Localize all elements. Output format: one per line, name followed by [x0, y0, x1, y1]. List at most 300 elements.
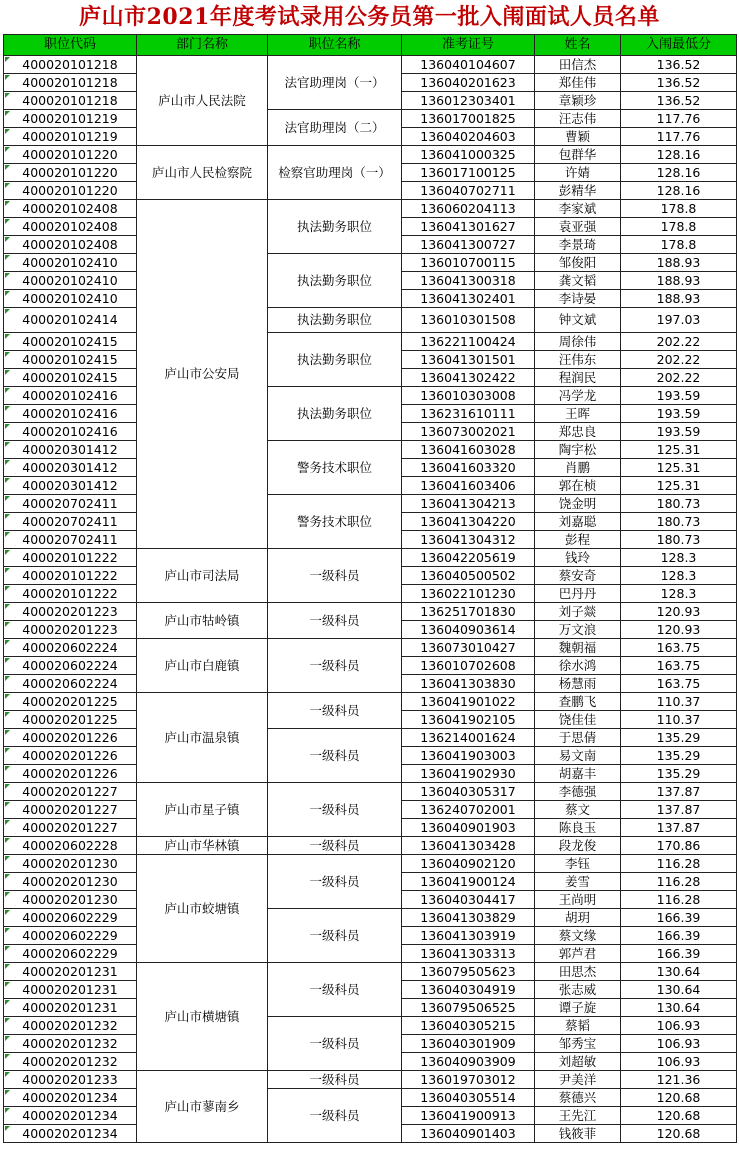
exam-number-cell: 136041301501 [402, 351, 535, 369]
candidate-name-cell: 饶金明 [535, 495, 621, 513]
min-score-cell: 120.93 [621, 621, 737, 639]
exam-number-cell: 136221100424 [402, 333, 535, 351]
min-score-cell: 120.68 [621, 1089, 737, 1107]
exam-number-cell: 136042205619 [402, 549, 535, 567]
candidate-name-cell: 郑忠良 [535, 423, 621, 441]
min-score-cell: 117.76 [621, 128, 737, 146]
position-code-cell: 400020101219 [4, 128, 137, 146]
position-code-cell: 400020201234 [4, 1125, 137, 1143]
position-code-cell: 400020102408 [4, 218, 137, 236]
candidate-name-cell: 田信杰 [535, 56, 621, 74]
position-name-cell: 执法勤务职位 [268, 333, 402, 387]
exam-number-cell: 136041603028 [402, 441, 535, 459]
candidate-name-cell: 尹美洋 [535, 1071, 621, 1089]
department-cell: 庐山市星子镇 [137, 783, 268, 837]
candidate-name-cell: 陶宇松 [535, 441, 621, 459]
exam-number-cell: 136022101230 [402, 585, 535, 603]
candidate-name-cell: 李诗晏 [535, 290, 621, 308]
candidate-name-cell: 刘超敏 [535, 1053, 621, 1071]
table-row [4, 837, 737, 855]
exam-number-cell: 136040305317 [402, 783, 535, 801]
position-name-cell: 一级科员 [268, 549, 402, 603]
min-score-cell: 116.28 [621, 855, 737, 873]
position-code-cell: 400020702411 [4, 513, 137, 531]
position-code-cell: 400020102415 [4, 369, 137, 387]
candidate-name-cell: 包群华 [535, 146, 621, 164]
min-score-cell: 128.3 [621, 585, 737, 603]
position-code-cell: 400020201226 [4, 765, 137, 783]
position-code-cell: 400020201226 [4, 729, 137, 747]
candidate-name-cell: 李钰 [535, 855, 621, 873]
position-code-cell: 400020101218 [4, 74, 137, 92]
exam-number-cell: 136041603406 [402, 477, 535, 495]
min-score-cell: 178.8 [621, 200, 737, 218]
header-name: 姓名 [535, 35, 621, 56]
min-score-cell: 166.39 [621, 909, 737, 927]
min-score-cell: 136.52 [621, 56, 737, 74]
candidate-name-cell: 蔡安奇 [535, 567, 621, 585]
position-name-cell: 一级科员 [268, 1071, 402, 1089]
candidate-name-cell: 万文浪 [535, 621, 621, 639]
position-code-cell: 400020201232 [4, 1035, 137, 1053]
exam-number-cell: 136040901903 [402, 819, 535, 837]
department-cell: 庐山市白鹿镇 [137, 639, 268, 693]
position-code-cell: 400020102415 [4, 351, 137, 369]
exam-number-cell: 136040305215 [402, 1017, 535, 1035]
position-name-cell: 一级科员 [268, 909, 402, 963]
min-score-cell: 136.52 [621, 74, 737, 92]
candidate-name-cell: 魏朝福 [535, 639, 621, 657]
header-row [4, 35, 737, 56]
department-cell: 庐山市司法局 [137, 549, 268, 603]
min-score-cell: 137.87 [621, 801, 737, 819]
candidate-name-cell: 李家斌 [535, 200, 621, 218]
exam-number-cell: 136040902120 [402, 855, 535, 873]
table-row [4, 441, 737, 459]
min-score-cell: 116.28 [621, 891, 737, 909]
candidate-name-cell: 袁亚强 [535, 218, 621, 236]
position-code-cell: 400020201223 [4, 621, 137, 639]
position-name-cell: 一级科员 [268, 1089, 402, 1143]
min-score-cell: 110.37 [621, 693, 737, 711]
candidate-name-cell: 易文南 [535, 747, 621, 765]
header-position-code: 职位代码 [4, 35, 137, 56]
position-name-cell: 一级科员 [268, 1017, 402, 1071]
exam-number-cell: 136073002021 [402, 423, 535, 441]
position-code-cell: 400020101220 [4, 146, 137, 164]
position-code-cell: 400020102414 [4, 308, 137, 333]
position-name-cell: 法官助理岗（二） [268, 110, 402, 146]
candidate-name-cell: 周徐伟 [535, 333, 621, 351]
position-code-cell: 400020102416 [4, 423, 137, 441]
position-code-cell: 400020602224 [4, 639, 137, 657]
candidate-name-cell: 陈良玉 [535, 819, 621, 837]
min-score-cell: 125.31 [621, 441, 737, 459]
exam-number-cell: 136041304213 [402, 495, 535, 513]
candidate-name-cell: 许婧 [535, 164, 621, 182]
candidate-name-cell: 蔡文 [535, 801, 621, 819]
position-code-cell: 400020101220 [4, 182, 137, 200]
min-score-cell: 180.73 [621, 495, 737, 513]
position-code-cell: 400020201225 [4, 711, 137, 729]
position-code-cell: 400020201231 [4, 999, 137, 1017]
position-code-cell: 400020201230 [4, 891, 137, 909]
min-score-cell: 125.31 [621, 477, 737, 495]
min-score-cell: 137.87 [621, 819, 737, 837]
table-row [4, 1071, 737, 1089]
position-name-cell: 警务技术职位 [268, 441, 402, 495]
min-score-cell: 128.16 [621, 182, 737, 200]
header-position-name: 职位名称 [268, 35, 402, 56]
min-score-cell: 188.93 [621, 254, 737, 272]
position-code-cell: 400020201230 [4, 855, 137, 873]
position-name-cell: 一级科员 [268, 783, 402, 837]
candidate-name-cell: 饶佳佳 [535, 711, 621, 729]
page-title: 庐山市2021年度考试录用公务员第一批入闱面试人员名单 [79, 4, 660, 30]
candidate-name-cell: 蔡韬 [535, 1017, 621, 1035]
exam-number-cell: 136041304312 [402, 531, 535, 549]
position-code-cell: 400020101222 [4, 585, 137, 603]
header-min-score: 入闱最低分 [621, 35, 737, 56]
table-row [4, 200, 737, 218]
position-code-cell: 400020102415 [4, 333, 137, 351]
position-code-cell: 400020201233 [4, 1071, 137, 1089]
min-score-cell: 130.64 [621, 963, 737, 981]
header-department: 部门名称 [137, 35, 268, 56]
exam-number-cell: 136040204603 [402, 128, 535, 146]
department-cell: 庐山市华林镇 [137, 837, 268, 855]
position-code-cell: 400020201227 [4, 783, 137, 801]
exam-number-cell: 136041303919 [402, 927, 535, 945]
min-score-cell: 188.93 [621, 272, 737, 290]
exam-number-cell: 136041303830 [402, 675, 535, 693]
table-row [4, 855, 737, 873]
candidate-name-cell: 汪伟东 [535, 351, 621, 369]
exam-number-cell: 136079505623 [402, 963, 535, 981]
candidate-name-cell: 张志威 [535, 981, 621, 999]
min-score-cell: 120.68 [621, 1107, 737, 1125]
min-score-cell: 202.22 [621, 333, 737, 351]
candidate-name-cell: 曹颖 [535, 128, 621, 146]
exam-number-cell: 136041902930 [402, 765, 535, 783]
exam-number-cell: 136041303829 [402, 909, 535, 927]
exam-number-cell: 136019703012 [402, 1071, 535, 1089]
position-code-cell: 400020201234 [4, 1089, 137, 1107]
table-row [4, 783, 737, 801]
candidate-name-cell: 肖鹏 [535, 459, 621, 477]
position-name-cell: 法官助理岗（一） [268, 56, 402, 110]
min-score-cell: 202.22 [621, 369, 737, 387]
exam-number-cell: 136010301508 [402, 308, 535, 333]
position-code-cell: 400020301412 [4, 459, 137, 477]
candidate-name-cell: 汪志伟 [535, 110, 621, 128]
candidate-name-cell: 李德强 [535, 783, 621, 801]
exam-number-cell: 136041302422 [402, 369, 535, 387]
candidate-name-cell: 王先江 [535, 1107, 621, 1125]
position-code-cell: 400020102410 [4, 272, 137, 290]
candidate-name-cell: 王尚明 [535, 891, 621, 909]
min-score-cell: 166.39 [621, 945, 737, 963]
candidate-name-cell: 钱玲 [535, 549, 621, 567]
position-code-cell: 400020201231 [4, 963, 137, 981]
min-score-cell: 193.59 [621, 387, 737, 405]
exam-number-cell: 136040201623 [402, 74, 535, 92]
position-name-cell: 一级科员 [268, 729, 402, 783]
exam-number-cell: 136041903003 [402, 747, 535, 765]
candidate-name-cell: 李景琦 [535, 236, 621, 254]
min-score-cell: 116.28 [621, 873, 737, 891]
min-score-cell: 180.73 [621, 531, 737, 549]
exam-number-cell: 136041603320 [402, 459, 535, 477]
candidates-table [3, 34, 737, 1143]
exam-number-cell: 136041900913 [402, 1107, 535, 1125]
exam-number-cell: 136012303401 [402, 92, 535, 110]
exam-number-cell: 136040903909 [402, 1053, 535, 1071]
exam-number-cell: 136040104607 [402, 56, 535, 74]
position-name-cell: 一级科员 [268, 603, 402, 639]
position-code-cell: 400020201227 [4, 819, 137, 837]
exam-number-cell: 136040903614 [402, 621, 535, 639]
position-code-cell: 400020101218 [4, 92, 137, 110]
candidate-name-cell: 彭程 [535, 531, 621, 549]
department-cell: 庐山市公安局 [137, 200, 268, 549]
position-code-cell: 400020201226 [4, 747, 137, 765]
exam-number-cell: 136079506525 [402, 999, 535, 1017]
candidate-name-cell: 章颖珍 [535, 92, 621, 110]
candidate-name-cell: 郭芦君 [535, 945, 621, 963]
position-code-cell: 400020201225 [4, 693, 137, 711]
min-score-cell: 120.68 [621, 1125, 737, 1143]
position-code-cell: 400020201232 [4, 1017, 137, 1035]
table-body [4, 56, 737, 1143]
min-score-cell: 121.36 [621, 1071, 737, 1089]
table-row [4, 110, 737, 128]
min-score-cell: 135.29 [621, 747, 737, 765]
exam-number-cell: 136231610111 [402, 405, 535, 423]
position-name-cell: 执法勤务职位 [268, 254, 402, 308]
candidate-name-cell: 邹俊阳 [535, 254, 621, 272]
candidate-name-cell: 冯学龙 [535, 387, 621, 405]
candidate-name-cell: 蔡德兴 [535, 1089, 621, 1107]
candidate-name-cell: 彭精华 [535, 182, 621, 200]
exam-number-cell: 136041301627 [402, 218, 535, 236]
candidate-name-cell: 龚文韬 [535, 272, 621, 290]
exam-number-cell: 136073010427 [402, 639, 535, 657]
candidate-name-cell: 巴丹丹 [535, 585, 621, 603]
candidate-name-cell: 郭在桢 [535, 477, 621, 495]
position-name-cell: 检察官助理岗（一） [268, 146, 402, 200]
min-score-cell: 130.64 [621, 999, 737, 1017]
min-score-cell: 125.31 [621, 459, 737, 477]
exam-number-cell: 136010700115 [402, 254, 535, 272]
exam-number-cell: 136041300318 [402, 272, 535, 290]
table-row [4, 495, 737, 513]
candidate-name-cell: 杨慧雨 [535, 675, 621, 693]
table-row [4, 693, 737, 711]
position-code-cell: 400020602229 [4, 909, 137, 927]
min-score-cell: 128.3 [621, 567, 737, 585]
exam-number-cell: 136041900124 [402, 873, 535, 891]
table-row [4, 254, 737, 272]
exam-number-cell: 136040702711 [402, 182, 535, 200]
department-cell: 庐山市温泉镇 [137, 693, 268, 783]
candidate-name-cell: 王晖 [535, 405, 621, 423]
candidate-name-cell: 蔡文缘 [535, 927, 621, 945]
exam-number-cell: 136041303428 [402, 837, 535, 855]
position-name-cell: 一级科员 [268, 963, 402, 1017]
table-row [4, 1089, 737, 1107]
position-code-cell: 400020102410 [4, 254, 137, 272]
min-score-cell: 128.3 [621, 549, 737, 567]
min-score-cell: 106.93 [621, 1053, 737, 1071]
min-score-cell: 106.93 [621, 1035, 737, 1053]
position-code-cell: 400020101222 [4, 567, 137, 585]
candidate-name-cell: 邹秀宝 [535, 1035, 621, 1053]
min-score-cell: 136.52 [621, 92, 737, 110]
min-score-cell: 135.29 [621, 729, 737, 747]
min-score-cell: 180.73 [621, 513, 737, 531]
exam-number-cell: 136041300727 [402, 236, 535, 254]
position-code-cell: 400020101218 [4, 56, 137, 74]
department-cell: 庐山市蛟塘镇 [137, 855, 268, 963]
min-score-cell: 163.75 [621, 639, 737, 657]
department-cell: 庐山市人民检察院 [137, 146, 268, 200]
position-code-cell: 400020102410 [4, 290, 137, 308]
min-score-cell: 128.16 [621, 146, 737, 164]
exam-number-cell: 136041901022 [402, 693, 535, 711]
candidate-name-cell: 胡嘉丰 [535, 765, 621, 783]
min-score-cell: 135.29 [621, 765, 737, 783]
position-code-cell: 400020101220 [4, 164, 137, 182]
min-score-cell: 163.75 [621, 657, 737, 675]
candidate-name-cell: 姜雪 [535, 873, 621, 891]
position-code-cell: 400020602224 [4, 657, 137, 675]
position-code-cell: 400020102408 [4, 236, 137, 254]
position-name-cell: 执法勤务职位 [268, 200, 402, 254]
min-score-cell: 120.93 [621, 603, 737, 621]
exam-number-cell: 136017100125 [402, 164, 535, 182]
exam-number-cell: 136041902105 [402, 711, 535, 729]
candidate-name-cell: 谭子旋 [535, 999, 621, 1017]
position-name-cell: 警务技术职位 [268, 495, 402, 549]
min-score-cell: 166.39 [621, 927, 737, 945]
table-row [4, 549, 737, 567]
position-code-cell: 400020101222 [4, 549, 137, 567]
exam-number-cell: 136017001825 [402, 110, 535, 128]
exam-number-cell: 136010702608 [402, 657, 535, 675]
exam-number-cell: 136040304919 [402, 981, 535, 999]
position-name-cell: 执法勤务职位 [268, 308, 402, 333]
exam-number-cell: 136040304417 [402, 891, 535, 909]
candidate-name-cell: 刘嘉聪 [535, 513, 621, 531]
position-name-cell: 一级科员 [268, 855, 402, 909]
min-score-cell: 128.16 [621, 164, 737, 182]
min-score-cell: 117.76 [621, 110, 737, 128]
header-exam-number: 准考证号 [402, 35, 535, 56]
min-score-cell: 178.8 [621, 218, 737, 236]
position-name-cell: 一级科员 [268, 693, 402, 729]
table-row [4, 729, 737, 747]
position-code-cell: 400020201231 [4, 981, 137, 999]
table-row [4, 333, 737, 351]
table-row [4, 56, 737, 74]
table-row [4, 1017, 737, 1035]
exam-number-cell: 136041304220 [402, 513, 535, 531]
min-score-cell: 170.86 [621, 837, 737, 855]
exam-number-cell: 136041303313 [402, 945, 535, 963]
exam-number-cell: 136040901403 [402, 1125, 535, 1143]
position-code-cell: 400020201223 [4, 603, 137, 621]
position-code-cell: 400020102416 [4, 387, 137, 405]
department-cell: 庐山市牯岭镇 [137, 603, 268, 639]
candidate-name-cell: 于思倩 [535, 729, 621, 747]
position-code-cell: 400020201232 [4, 1053, 137, 1071]
candidate-name-cell: 胡玥 [535, 909, 621, 927]
exam-number-cell: 136010303008 [402, 387, 535, 405]
position-code-cell: 400020602229 [4, 945, 137, 963]
table-row [4, 308, 737, 333]
candidate-name-cell: 查鹏飞 [535, 693, 621, 711]
position-code-cell: 400020201227 [4, 801, 137, 819]
table-row [4, 603, 737, 621]
position-code-cell: 400020102416 [4, 405, 137, 423]
candidate-name-cell: 刘子燚 [535, 603, 621, 621]
min-score-cell: 106.93 [621, 1017, 737, 1035]
department-cell: 庐山市人民法院 [137, 56, 268, 146]
position-code-cell: 400020602228 [4, 837, 137, 855]
min-score-cell: 188.93 [621, 290, 737, 308]
candidate-name-cell: 徐水鸿 [535, 657, 621, 675]
department-cell: 庐山市蓼南乡 [137, 1071, 268, 1143]
table-row [4, 909, 737, 927]
position-name-cell: 一级科员 [268, 639, 402, 693]
exam-number-cell: 136040301909 [402, 1035, 535, 1053]
position-code-cell: 400020201230 [4, 873, 137, 891]
position-name-cell: 一级科员 [268, 837, 402, 855]
min-score-cell: 130.64 [621, 981, 737, 999]
exam-number-cell: 136060204113 [402, 200, 535, 218]
exam-number-cell: 136240702001 [402, 801, 535, 819]
position-code-cell: 400020201234 [4, 1107, 137, 1125]
department-cell: 庐山市横塘镇 [137, 963, 268, 1071]
position-code-cell: 400020602224 [4, 675, 137, 693]
candidate-name-cell: 田思杰 [535, 963, 621, 981]
candidate-name-cell: 段龙俊 [535, 837, 621, 855]
candidate-name-cell: 程润民 [535, 369, 621, 387]
position-code-cell: 400020702411 [4, 495, 137, 513]
position-code-cell: 400020101219 [4, 110, 137, 128]
position-code-cell: 400020602229 [4, 927, 137, 945]
candidate-name-cell: 钟文斌 [535, 308, 621, 333]
min-score-cell: 202.22 [621, 351, 737, 369]
exam-number-cell: 136041302401 [402, 290, 535, 308]
table-row [4, 146, 737, 164]
position-code-cell: 400020301412 [4, 441, 137, 459]
min-score-cell: 137.87 [621, 783, 737, 801]
min-score-cell: 197.03 [621, 308, 737, 333]
table-row [4, 639, 737, 657]
exam-number-cell: 136041000325 [402, 146, 535, 164]
table-row [4, 963, 737, 981]
position-name-cell: 执法勤务职位 [268, 387, 402, 441]
min-score-cell: 193.59 [621, 423, 737, 441]
min-score-cell: 163.75 [621, 675, 737, 693]
table-row [4, 387, 737, 405]
position-code-cell: 400020702411 [4, 531, 137, 549]
min-score-cell: 178.8 [621, 236, 737, 254]
exam-number-cell: 136040305514 [402, 1089, 535, 1107]
position-code-cell: 400020102408 [4, 200, 137, 218]
